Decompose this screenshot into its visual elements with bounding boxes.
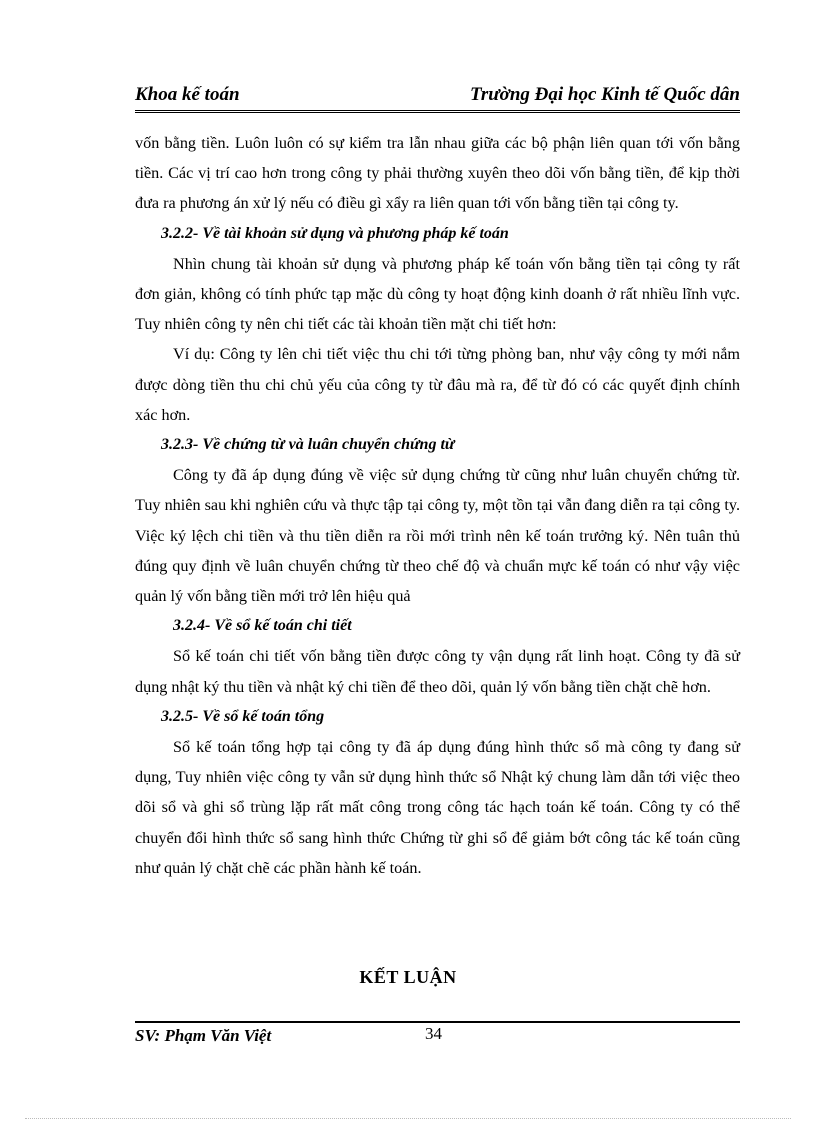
page-content	[135, 128, 740, 883]
conclusion-heading: KẾT LUẬN	[359, 967, 457, 987]
section-3-2-5-paragraph: Sổ kế toán tổng hợp tại công ty đã áp dụng đúng hình thức sổ mà công ty đang sử dụng, Tuy nhiên việc công ty vẫn sử dụng hình thức sổ Nhật ký chung làm dẫn tới việc theo dõi sổ và ghi sổ trùng lặp rất mất công trong công tác hạch toán kế toán. Công ty có thể chuyển đổi hình thức sổ sang hình thức Chứng từ ghi sổ để giảm bớt công tác kế toán cũng như quản lý chặt chẽ các phần hành kế toán.	[135, 738, 740, 877]
footer-divider	[135, 1021, 740, 1023]
header-faculty: Khoa kế toán	[135, 84, 240, 105]
page-number: 34	[425, 1024, 442, 1043]
section-3-2-4-title: 3.2.4- Về sổ kế toán chi tiết	[173, 617, 352, 635]
section-3-2-3-title: 3.2.3- Về chứng từ và luân chuyển chứng từ	[161, 436, 455, 454]
footer-student-name: SV: Phạm Văn Việt	[135, 1026, 272, 1045]
intro-paragraph: vốn bằng tiền. Luôn luôn có sự kiểm tra lẫn nhau giữa các bộ phận liên quan tới vốn bằng tiền. Các vị trí cao hơn trong công ty phải thường xuyên theo dõi vốn bằng tiền, để kịp thời đưa ra phương án xử lý nếu có điều gì xẩy ra liên quan tới vốn bằng tiền tại công ty.	[135, 134, 740, 213]
section-3-2-2-paragraph-2: Ví dụ: Công ty lên chi tiết việc thu chi tới từng phòng ban, như vậy công ty mới nắm được dòng tiền thu chi chủ yếu của công ty từ đâu mà ra, để từ đó có các quyết định chính xác hơn.	[135, 345, 740, 424]
section-3-2-4-paragraph: Sổ kế toán chi tiết vốn bằng tiền được công ty vận dụng rất linh hoạt. Công ty đã sử dụng nhật ký thu tiền và nhật ký chi tiền để theo dõi, quản lý vốn bằng tiền chặt chẽ hơn.	[135, 647, 740, 696]
header-university: Trường Đại học Kinh tế Quốc dân	[469, 84, 740, 105]
section-3-2-5-title: 3.2.5- Về sổ kế toán tổng	[161, 707, 325, 725]
page-bottom-border	[25, 1118, 791, 1119]
section-3-2-3-paragraph: Công ty đã áp dụng đúng về việc sử dụng chứng từ cũng như luân chuyển chứng từ. Tuy nhiên sau khi nghiên cứu và thực tập tại công ty, một tồn tại vẫn đang diễn ra tại công ty. Việc ký lệch chi tiền và thu tiền diễn ra rồi mới trình nên kế toán trưởng ký. Nên tuân thủ đúng quy định về luân chuyển chứng từ theo chế độ và chuẩn mực kế toán có như vậy việc quản lý vốn bằng tiền mới trở lên hiệu quả	[135, 466, 740, 606]
section-3-2-2-paragraph-1: Nhìn chung tài khoản sử dụng và phương pháp kế toán vốn bằng tiền tại công ty rất đơn giản, không có tính phức tạp mặc dù công ty hoạt động kinh doanh ở rất nhiều lĩnh vực. Tuy nhiên công ty nên chi tiết các tài khoản tiền mặt chi tiết hơn:	[135, 254, 740, 334]
section-3-2-2-title: 3.2.2- Về tài khoản sử dụng và phương pháp kế toán	[161, 224, 509, 242]
page-header	[135, 82, 740, 113]
